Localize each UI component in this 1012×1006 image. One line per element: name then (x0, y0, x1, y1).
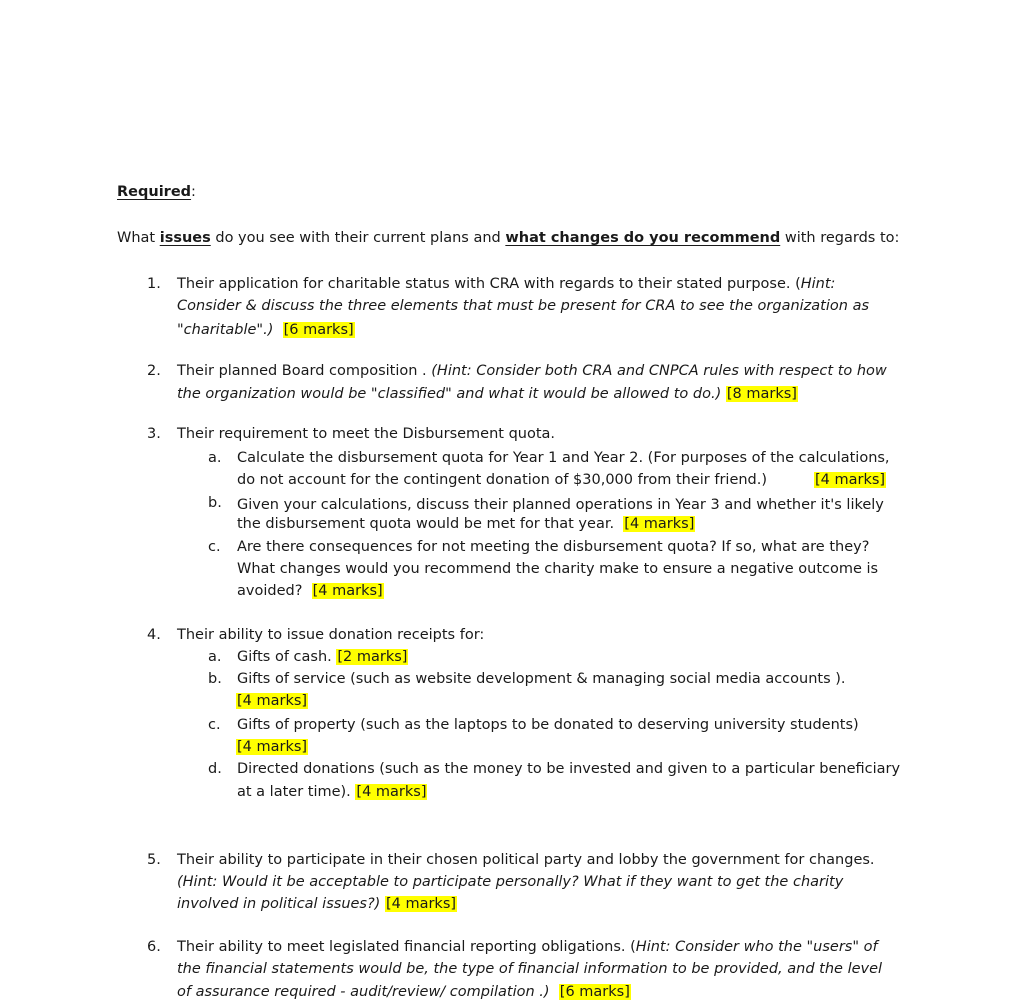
question-3c-line-1: Are there consequences for not meeting the disbursement quota? If so, what are they? (237, 539, 870, 555)
question-5-marks: [4 marks] (385, 896, 457, 912)
question-3a-line-2: do not account for the contingent donation of $30,000 from their friend.) (237, 472, 768, 488)
question-5-number: 5. (147, 852, 161, 868)
required-heading (117, 184, 196, 200)
question-3b-marks: [4 marks] (624, 516, 695, 532)
question-4a-letter: a. (208, 649, 222, 665)
question-1-line-3 (177, 322, 355, 338)
question-2-line-1 (177, 363, 887, 379)
question-3b-letter: b. (208, 495, 222, 511)
question-3b-text-end: the disbursement quota would be met for that year. (237, 516, 615, 532)
question-1-marks: [6 marks] (283, 322, 354, 338)
question-3c-marks: [4 marks] (312, 583, 383, 599)
question-3b-line-2 (237, 516, 695, 532)
question-1-line-1 (177, 276, 835, 292)
question-3c-line-3 (237, 583, 384, 599)
question-6-hint-end: of assurance required - audit/review/ compilation .) (177, 984, 550, 1000)
question-4a-line-1 (237, 649, 408, 665)
question-4a-marks: [2 marks] (337, 649, 408, 665)
question-4d-text-end: at a later time). (237, 784, 351, 800)
question-4d-line-2 (237, 784, 427, 800)
question-2-line-2 (177, 386, 798, 402)
question-3c-line-2: What changes would you recommend the charity make to ensure a negative outcome is (237, 561, 879, 577)
question-2-marks: [8 marks] (726, 386, 797, 402)
question-2-hint: (Hint: Consider both CRA and CNPCA rules with respect to how (431, 363, 887, 379)
question-3b-line-1: Given your calculations, discuss their planned operations in Year 3 and whether it's likely (237, 497, 884, 513)
question-6-text: Their ability to meet legislated financial reporting obligations. ( (177, 939, 636, 955)
question-3-number: 3. (147, 426, 161, 442)
question-6-line-3 (177, 984, 631, 1000)
question-1-number: 1. (147, 276, 161, 292)
question-6-marks: [6 marks] (559, 984, 630, 1000)
required-heading-colon: : (191, 184, 196, 200)
intro-post: with regards to: (780, 230, 900, 246)
question-3-text: Their requirement to meet the Disbursement quota. (177, 426, 556, 442)
question-2-hint-end: the organization would be "classified" and what it would be allowed to do.) (177, 386, 722, 402)
question-5-line-1: Their ability to participate in their chosen political party and lobby the government for changes. (177, 852, 875, 868)
intro-issues: issues (159, 230, 211, 246)
question-1-hint-label: Hint: (800, 276, 836, 292)
question-2-text: Their planned Board composition . (177, 363, 432, 379)
intro-mid: do you see with their current plans and (210, 230, 506, 246)
question-3c-text-end: avoided? (237, 583, 303, 599)
question-3a-marks: [4 marks] (815, 472, 886, 488)
question-6-number: 6. (147, 939, 161, 955)
intro-pre: What (117, 230, 160, 246)
question-1-text: Their application for charitable status with CRA with regards to their stated purpose. ( (177, 276, 801, 292)
question-5-hint-end: involved in political issues?) (177, 896, 381, 912)
question-3a-letter: a. (208, 450, 222, 466)
intro-sentence (117, 230, 899, 246)
question-4c-line-1: Gifts of property (such as the laptops to be donated to deserving university students) (237, 717, 859, 733)
question-4c-letter: c. (208, 717, 221, 733)
question-2-number: 2. (147, 363, 161, 379)
question-5-line-3 (177, 896, 457, 912)
question-6-line-2: the financial statements would be, the type of financial information to be provided, and the level (177, 961, 883, 977)
question-4b-letter: b. (208, 671, 222, 687)
question-4-text: Their ability to issue donation receipts for: (177, 627, 485, 643)
question-6-hint-label: Hint: (635, 939, 671, 955)
question-4-number: 4. (147, 627, 161, 643)
question-4c-marks: [4 marks] (237, 739, 308, 755)
question-3a-line-1: Calculate the disbursement quota for Year 1 and Year 2. (For purposes of the calculations, (237, 450, 890, 466)
question-5-line-2: (Hint: Would it be acceptable to participate personally? What if they want to get the charity (177, 874, 844, 890)
question-4a-text: Gifts of cash. (237, 649, 332, 665)
question-1-hint-end: "charitable".) (177, 322, 274, 338)
question-1-line-2: Consider & discuss the three elements that must be present for CRA to see the organization as (177, 298, 870, 314)
required-heading-text: Required (117, 184, 192, 200)
question-6-hint-start: Consider who the "users" of (670, 939, 878, 955)
question-3c-letter: c. (208, 539, 221, 555)
question-4d-letter: d. (208, 761, 222, 777)
question-4b-marks: [4 marks] (237, 693, 308, 709)
question-4b-line-1: Gifts of service (such as website development & managing social media accounts ). (237, 671, 846, 687)
intro-changes: what changes do you recommend (505, 230, 781, 246)
question-6-line-1 (177, 939, 878, 955)
question-4d-marks: [4 marks] (356, 784, 427, 800)
question-4d-line-1: Directed donations (such as the money to be invested and given to a particular beneficiary (237, 761, 901, 777)
